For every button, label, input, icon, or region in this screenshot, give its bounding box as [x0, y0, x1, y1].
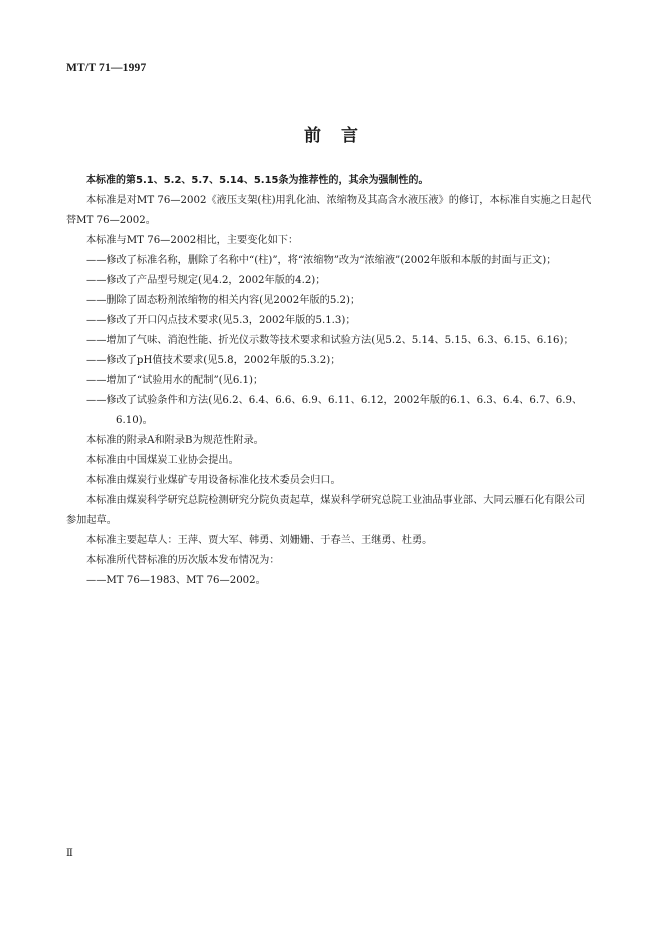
paragraph-committee: 本标准由煤炭行业煤矿专用设备标准化技术委员会归口。 [86, 475, 341, 486]
paragraph-recommended-clauses: 本标准的第5.1、5.2、5.7、5.14、5.15条为推荐性的，其余为强制性的。 [86, 175, 429, 186]
paragraph-appendix: 本标准的附录A和附录B为规范性附录。 [86, 435, 264, 446]
paragraph-proposer: 本标准由中国煤炭工业协会提出。 [86, 455, 239, 466]
paragraph-history-intro: 本标准所代替标准的历次版本发布情况为： [86, 555, 280, 566]
change-item: ——增加了气味、消泡性能、折光仪示数等技术要求和试验方法(见5.2、5.14、5.15、6.3、6.15、6.16)； [86, 335, 574, 346]
page-title: 前言 [304, 126, 378, 146]
history-item: ——MT 76—1983、MT 76—2002。 [86, 575, 266, 586]
change-item: ——修改了pH值技术要求(见5.8，2002年版的5.3.2)； [86, 355, 341, 366]
page-number: Ⅱ [66, 848, 73, 859]
paragraph-drafters: 本标准主要起草人：王萍、贾大军、韩勇、刘姗姗、于春兰、王继勇、杜勇。 [86, 535, 433, 546]
paragraph-drafting-org: 本标准由煤炭科学研究总院检测研究分院负责起草，煤炭科学研究总院工业油品事业部、大同云雁石化有限公司参加起草。 [66, 495, 586, 526]
foreword-body [66, 171, 592, 591]
paragraph-changes-intro: 本标准与MT 76—2002相比，主要变化如下： [86, 235, 299, 246]
change-item: ——修改了标准名称，删除了名称中“(柱)”，将“浓缩物”改为“浓缩液”(2002年版和本版的封面与正文)； [86, 255, 557, 266]
document-code: MT/T 71—1997 [66, 62, 147, 74]
change-item: ——修改了开口闪点技术要求(见5.3，2002年版的5.1.3)； [86, 315, 356, 326]
change-item: ——修改了试验条件和方法(见6.2、6.4、6.6、6.9、6.11、6.12，2002年版的6.1、6.3、6.4、6.7、6.9、6.10)。 [86, 395, 583, 426]
change-item: ——删除了固态粉剂浓缩物的相关内容(见2002年版的5.2)； [86, 295, 361, 306]
paragraph-revision-note: 本标准是对MT 76—2002《液压支架(柱)用乳化油、浓缩物及其高含水液压液》的修订，本标准自实施之日起代替MT 76—2002。 [66, 195, 592, 226]
change-item: ——增加了“试验用水的配制”(见6.1)； [86, 375, 264, 386]
change-item: ——修改了产品型号规定(见4.2，2002年版的4.2)； [86, 275, 326, 286]
